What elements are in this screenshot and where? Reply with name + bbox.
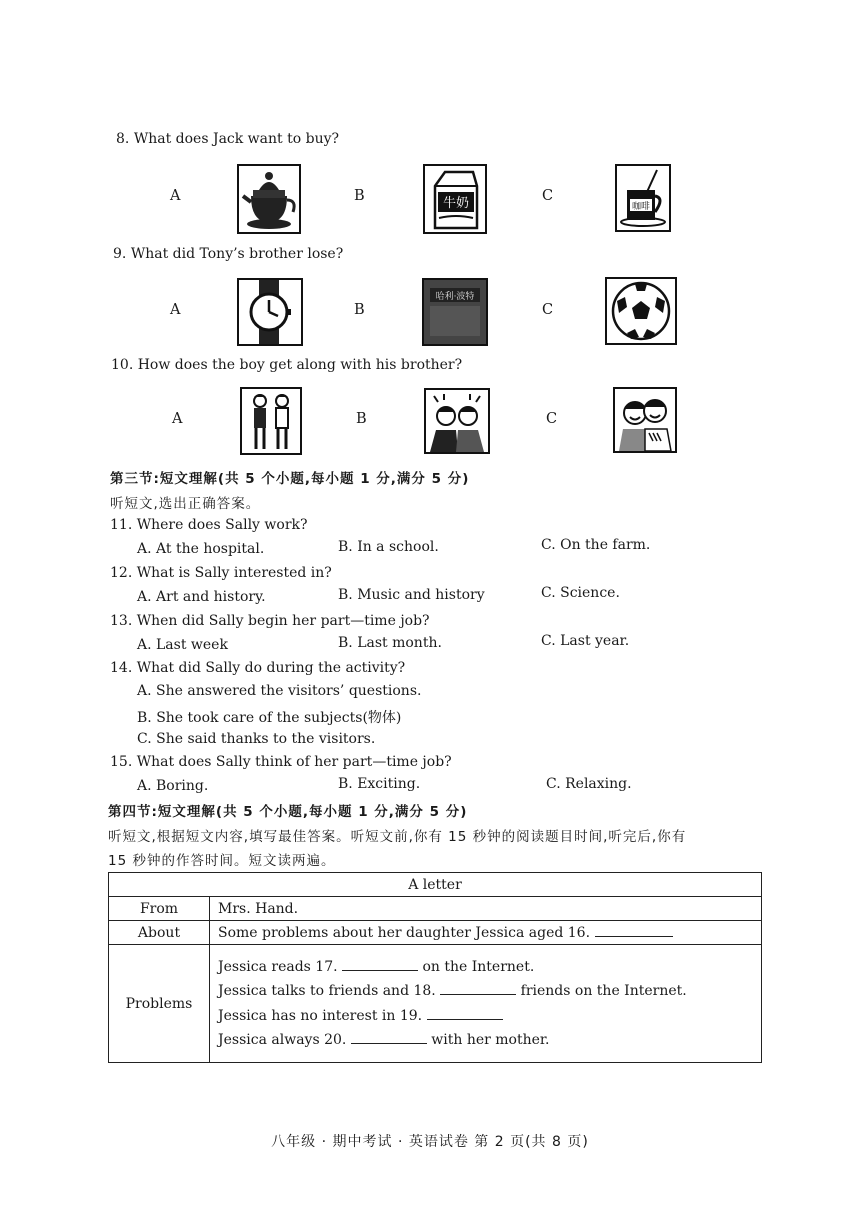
- answer-blank-18[interactable]: [440, 994, 516, 995]
- coffee-mug-icon[interactable]: [615, 164, 671, 232]
- q13-option-a[interactable]: A. Last week: [137, 637, 228, 653]
- question-8: 8. What does Jack want to buy?: [116, 131, 340, 147]
- q14-option-c[interactable]: C. She said thanks to the visitors.: [137, 731, 376, 747]
- q10-option-c-letter[interactable]: C: [546, 411, 558, 427]
- problem-line-18: Jessica talks to friends and 18. friends on the Internet.: [218, 983, 687, 999]
- q9-option-c-letter[interactable]: C: [542, 302, 554, 318]
- q11-option-b[interactable]: B. In a school.: [338, 539, 439, 555]
- about-underline: [595, 936, 673, 937]
- row-value-problems: [210, 945, 762, 1063]
- two-boys-standing-icon[interactable]: [240, 387, 302, 455]
- question-14: 14. What did Sally do during the activity?: [110, 660, 406, 676]
- watch-icon[interactable]: [237, 278, 303, 346]
- row-label-about: About: [109, 921, 210, 945]
- question-13: 13. When did Sally begin her part—time job?: [110, 613, 430, 629]
- q14-option-b[interactable]: B. She took care of the subjects(物体): [137, 710, 402, 726]
- section-4-title: 第四节:短文理解(共 5 个小题,每小题 1 分,满分 5 分): [108, 804, 468, 820]
- q9-option-a-letter[interactable]: A: [170, 302, 181, 318]
- row-value-from: Mrs. Hand.: [210, 897, 762, 921]
- letter-table: [108, 872, 762, 1063]
- question-15: 15. What does Sally think of her part—time job?: [110, 754, 452, 770]
- coffee-label: 咖啡: [631, 202, 651, 212]
- q9-option-b-letter[interactable]: B: [354, 302, 365, 318]
- q13-option-b[interactable]: B. Last month.: [338, 635, 442, 651]
- row-label-from: From: [109, 897, 210, 921]
- q13-option-c[interactable]: C. Last year.: [541, 633, 630, 649]
- q15-option-b[interactable]: B. Exciting.: [338, 776, 421, 792]
- row-label-problems: Problems: [109, 945, 210, 1063]
- teapot-icon[interactable]: [237, 164, 301, 234]
- page-footer: 八年级 · 期中考试 · 英语试卷 第 2 页(共 8 页): [271, 1134, 589, 1150]
- section-4-instruction-line1: 听短文,根据短文内容,填写最佳答案。听短文前,你有 15 秒钟的阅读题目时间,听完后,你有: [108, 829, 687, 845]
- two-boys-arguing-icon[interactable]: [424, 388, 490, 454]
- question-10: 10. How does the boy get along with his brother?: [111, 357, 463, 373]
- q11-option-a[interactable]: A. At the hospital.: [137, 541, 265, 557]
- q12-option-a[interactable]: A. Art and history.: [137, 589, 266, 605]
- section-4-instruction-line2: 15 秒钟的作答时间。短文读两遍。: [108, 853, 336, 869]
- answer-blank-19[interactable]: [427, 1019, 503, 1020]
- milk-carton-icon[interactable]: [423, 164, 487, 234]
- q14-option-a[interactable]: A. She answered the visitors’ questions.: [137, 683, 422, 699]
- q10-option-b-letter[interactable]: B: [356, 411, 367, 427]
- q15-option-a[interactable]: A. Boring.: [137, 778, 209, 794]
- problem-line-20: Jessica always 20. with her mother.: [218, 1032, 550, 1048]
- question-12: 12. What is Sally interested in?: [110, 565, 332, 581]
- q8-option-c-letter[interactable]: C: [542, 188, 554, 204]
- row-value-about: Some problems about her daughter Jessica aged 16.: [210, 921, 762, 945]
- q8-option-b-letter[interactable]: B: [354, 188, 365, 204]
- soccer-ball-icon[interactable]: [605, 277, 677, 345]
- q15-option-c[interactable]: C. Relaxing.: [546, 776, 632, 792]
- question-9: 9. What did Tony’s brother lose?: [113, 246, 344, 262]
- q8-option-a-letter[interactable]: A: [170, 188, 181, 204]
- answer-blank-20[interactable]: [351, 1043, 427, 1044]
- q10-option-a-letter[interactable]: A: [172, 411, 183, 427]
- book-label: 哈利·波特: [435, 292, 475, 302]
- question-11: 11. Where does Sally work?: [110, 517, 308, 533]
- q11-option-c[interactable]: C. On the farm.: [541, 537, 651, 553]
- section-3-title: 第三节:短文理解(共 5 个小题,每小题 1 分,满分 5 分): [110, 471, 470, 487]
- problem-line-19: Jessica has no interest in 19.: [218, 1004, 753, 1029]
- two-boys-happy-icon[interactable]: [613, 387, 677, 453]
- section-3-instruction: 听短文,选出正确答案。: [110, 496, 261, 512]
- problem-line-17: Jessica reads 17. on the Internet.: [218, 958, 535, 975]
- q12-option-b[interactable]: B. Music and history: [338, 587, 485, 603]
- letter-table-header: A letter: [109, 873, 762, 897]
- milk-label: 牛奶: [442, 196, 470, 211]
- answer-blank-17[interactable]: [342, 970, 418, 971]
- q12-option-c[interactable]: C. Science.: [541, 585, 620, 601]
- book-icon[interactable]: [422, 278, 488, 346]
